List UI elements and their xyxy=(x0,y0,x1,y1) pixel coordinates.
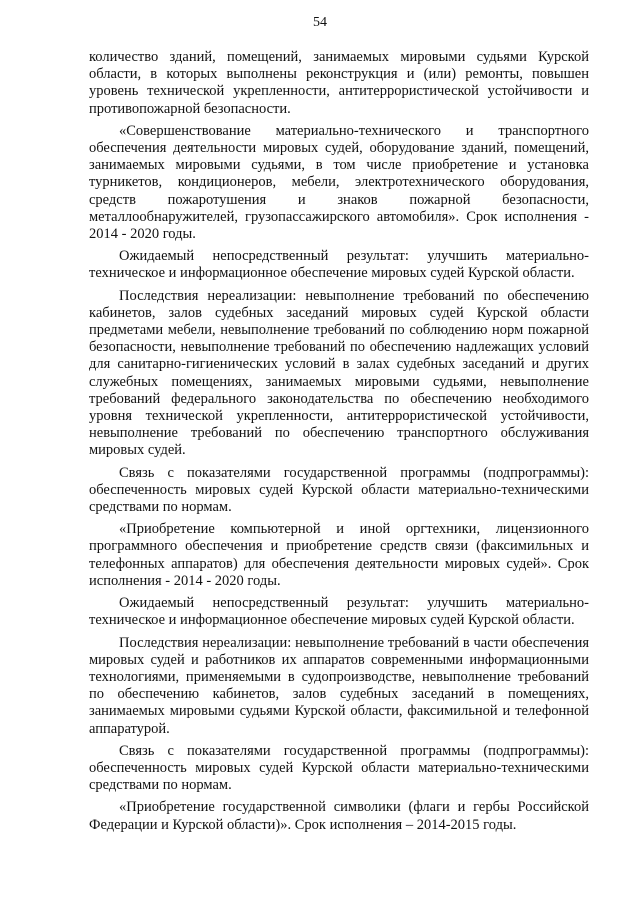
paragraph: Связь с показателями государственной программы (подпрограммы): обеспеченность мировых судей Курской области материально-техническими средствами по нормам. xyxy=(89,464,589,516)
paragraph: Связь с показателями государственной программы (подпрограммы): обеспеченность мировых судей Курской области материально-техническими средствами по нормам. xyxy=(89,742,589,794)
body-text xyxy=(89,49,589,839)
paragraph-continuation: количество зданий, помещений, занимаемых мировыми судьями Курской области, в которых выполнены реконструкция и (или) ремонты, повышен уровень технической укрепленности, антитеррористической устойчивости и противопожарной безопасности. xyxy=(89,49,589,117)
paragraph: Ожидаемый непосредственный результат: улучшить материально-техническое и информационное обеспечение мировых судей Курской области. xyxy=(89,248,589,282)
paragraph: «Приобретение государственной символики (флаги и гербы Российской Федерации и Курской области)». Срок исполнения – 2014-2015 годы. xyxy=(89,799,589,833)
paragraph: Ожидаемый непосредственный результат: улучшить материально-техническое и информационное обеспечение мировых судей Курской области. xyxy=(89,595,589,629)
paragraph: Последствия нереализации: невыполнение требований по обеспечению кабинетов, залов судебных заседаний мировых судей Курской области предметами мебели, невыполнение требований по соблюдению норм пожарной безопасности, невыполнение требований по обеспечению надлежащих условий для санитарно-гигиенических условий в залах судебных заседаний и других служебных помещениях, занимаемых мировыми судьями, невыполнение требований федерального законодательства по обеспечению необходимого уровня технической укрепленности, антитеррористической устойчивости, невыполнение требований по обеспечению транспортного обслуживания мировых судей. xyxy=(89,287,589,459)
page-number: 54 xyxy=(313,15,327,30)
paragraph: «Приобретение компьютерной и иной оргтехники, лицензионного программного обеспечения и приобретение средств связи (факсимильных и телефонных аппаратов) для обеспечения деятельности мировых судей». Срок исполнения - 2014 - 2020 годы. xyxy=(89,521,589,589)
paragraph: «Совершенствование материально-технического и транспортного обеспечения деятельности мировых судей, оборудование зданий, помещений, занимаемых мировыми судьями, в том числе приобретение и установка турникетов, кондиционеров, мебели, электротехнического оборудования, средств пожаротушения и знаков пожарной безопасности, металлообнаружителей, грузопассажирского автомобиля». Срок исполнения - 2014 - 2020 годы. xyxy=(89,122,589,243)
paragraph: Последствия нереализации: невыполнение требований в части обеспечения мировых судей и работников их аппаратов современными информационными технологиями, применяемыми в судопроизводстве, невыполнение требований по обеспечению кабинетов, залов судебных заседаний в помещениях, занимаемых мировыми судьями Курской области, факсимильной и телефонной аппаратурой. xyxy=(89,634,589,737)
